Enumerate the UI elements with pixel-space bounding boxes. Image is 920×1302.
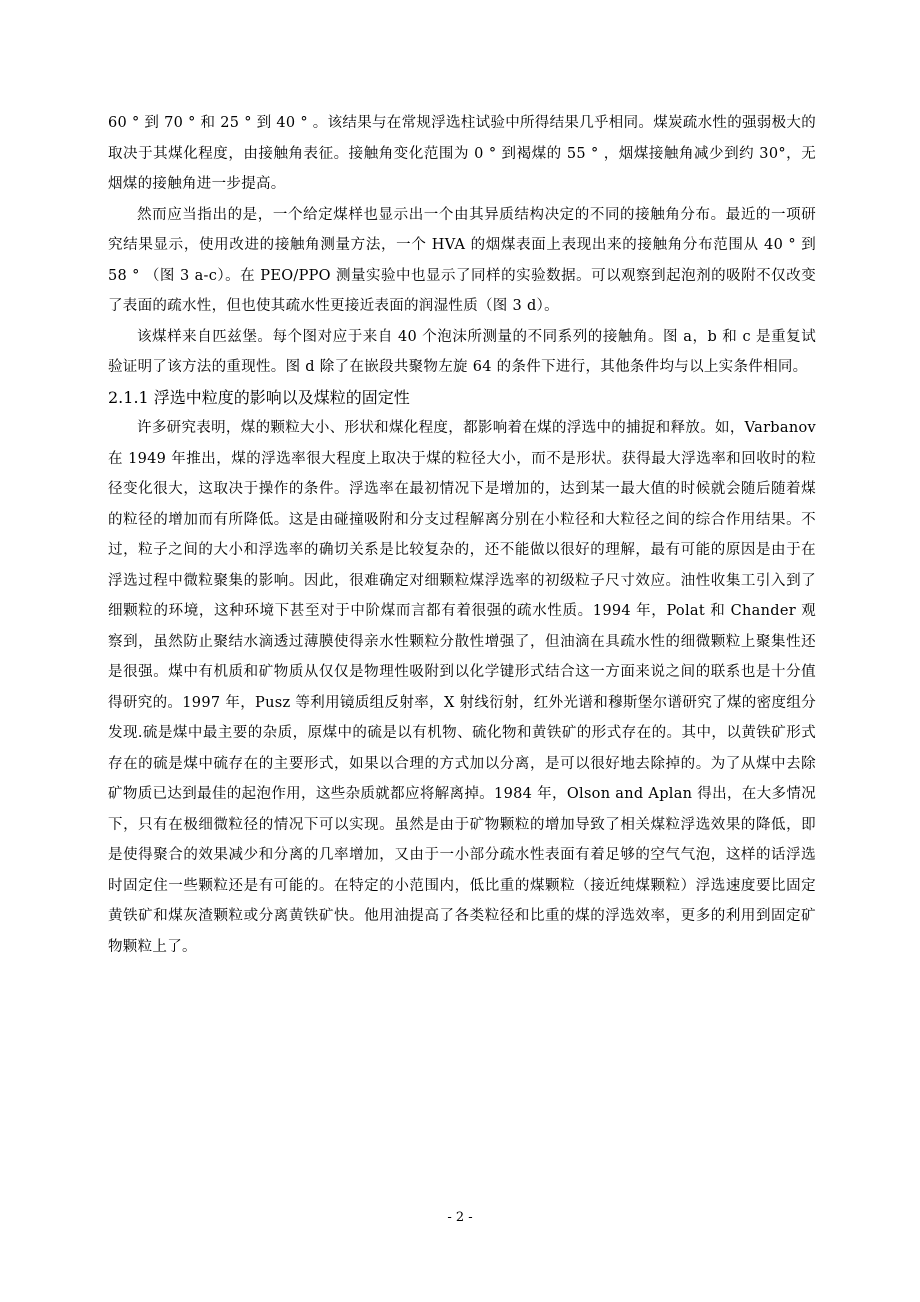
paragraph-figure-caption: 该煤样来自匹兹堡。每个图对应于来自 40 个泡沫所测量的不同系列的接触角。图 a，b 和 c 是重复试验证明了该方法的重现性。图 d 除了在嵌段共聚物左旋 64 的条件下进行，其他条件均与以上实条件相同。 (108, 328, 816, 375)
page-content (108, 108, 816, 962)
paragraph-contact-angle-distribution: 然而应当指出的是，一个给定煤样也显示出一个由其异质结构决定的不同的接触角分布。最近的一项研究结果显示，使用改进的接触角测量方法，一个 HVA 的烟煤表面上表现出来的接触角分布范围从 40 ° 到 58 ° （图 3 a-c）。在 PEO/PPO 测量实验中也显示了同样的实验数据。可以观察到起泡剂的吸附不仅改变了表面的疏水性，但也使其疏水性更接近表面的润湿性质（图 3 d）。 (108, 206, 816, 314)
paragraph-contact-angle-range: 60 ° 到 70 ° 和 25 ° 到 40 ° 。该结果与在常规浮选柱试验中所得结果几乎相同。煤炭疏水性的强弱极大的取决于其煤化程度，由接触角表征。接触角变化范围为 0 ° 到褐煤的 55 ° ，烟煤接触角减少到约 30°，无烟煤的接触角进一步提高。 (108, 115, 816, 192)
page-number: - 2 - (447, 1210, 473, 1225)
paragraph-particle-size: 许多研究表明，煤的颗粒大小、形状和煤化程度，都影响着在煤的浮选中的捕捉和释放。如，Varbanov 在 1949 年推出，煤的浮选率很大程度上取决于煤的粒径大小，而不是形状。获得最大浮选率和回收时的粒径变化很大，这取决于操作的条件。浮选率在最初情况下是增加的，达到某一最大值的时候就会随后随着煤的粒径的增加而有所降低。这是由碰撞吸附和分支过程解离分别在小粒径和大粒径之间的综合作用结果。不过，粒子之间的大小和浮选率的确切关系是比较复杂的，还不能做以很好的理解，最有可能的原因是由于在浮选过程中微粒聚集的影响。因此，很难确定对细颗粒煤浮选率的初级粒子尺寸效应。油性收集工引入到了细颗粒的环境，这种环境下甚至对于中阶煤而言都有着很强的疏水性质。1994 年，Polat 和 Chander 观察到，虽然防止聚结水滴透过薄膜使得亲水性颗粒分散性增强了，但油滴在具疏水性的细微颗粒上聚集性还是很强。煤中有机质和矿物质从仅仅是物理性吸附到以化学键形式结合这一方面来说之间的联系也是十分值得研究的。1997 年，Pusz 等利用镜质组反射率，X 射线衍射，红外光谱和穆斯堡尔谱研究了煤的密度组分发现.硫是煤中最主要的杂质，原煤中的硫是以有机物、硫化物和黄铁矿的形式存在的。其中，以黄铁矿形式存在的硫是煤中硫存在的主要形式，如果以合理的方式加以分离，是可以很好地去除掉的。为了从煤中去除矿物质已达到最佳的起泡作用，这些杂质就都应将解离掉。1984 年，Olson and Aplan 得出，在大多情况下，只有在极细微粒径的情况下可以实现。虽然是由于矿物颗粒的增加导致了相关煤粒浮选效果的降低，即是使得聚合的效果减少和分离的几率增加，又由于一小部分疏水性表面有着足够的空气气泡，这样的话浮选时固定住一些颗粒还是有可能的。在特定的小范围内，低比重的煤颗粒（接近纯煤颗粒）浮选速度要比固定黄铁矿和煤灰渣颗粒或分离黄铁矿快。他用油提高了各类粒径和比重的煤的浮选效率，更多的利用到固定矿物颗粒上了。 (108, 420, 816, 955)
section-heading: 2.1.1 浮选中粒度的影响以及煤粒的固定性 (108, 387, 410, 407)
